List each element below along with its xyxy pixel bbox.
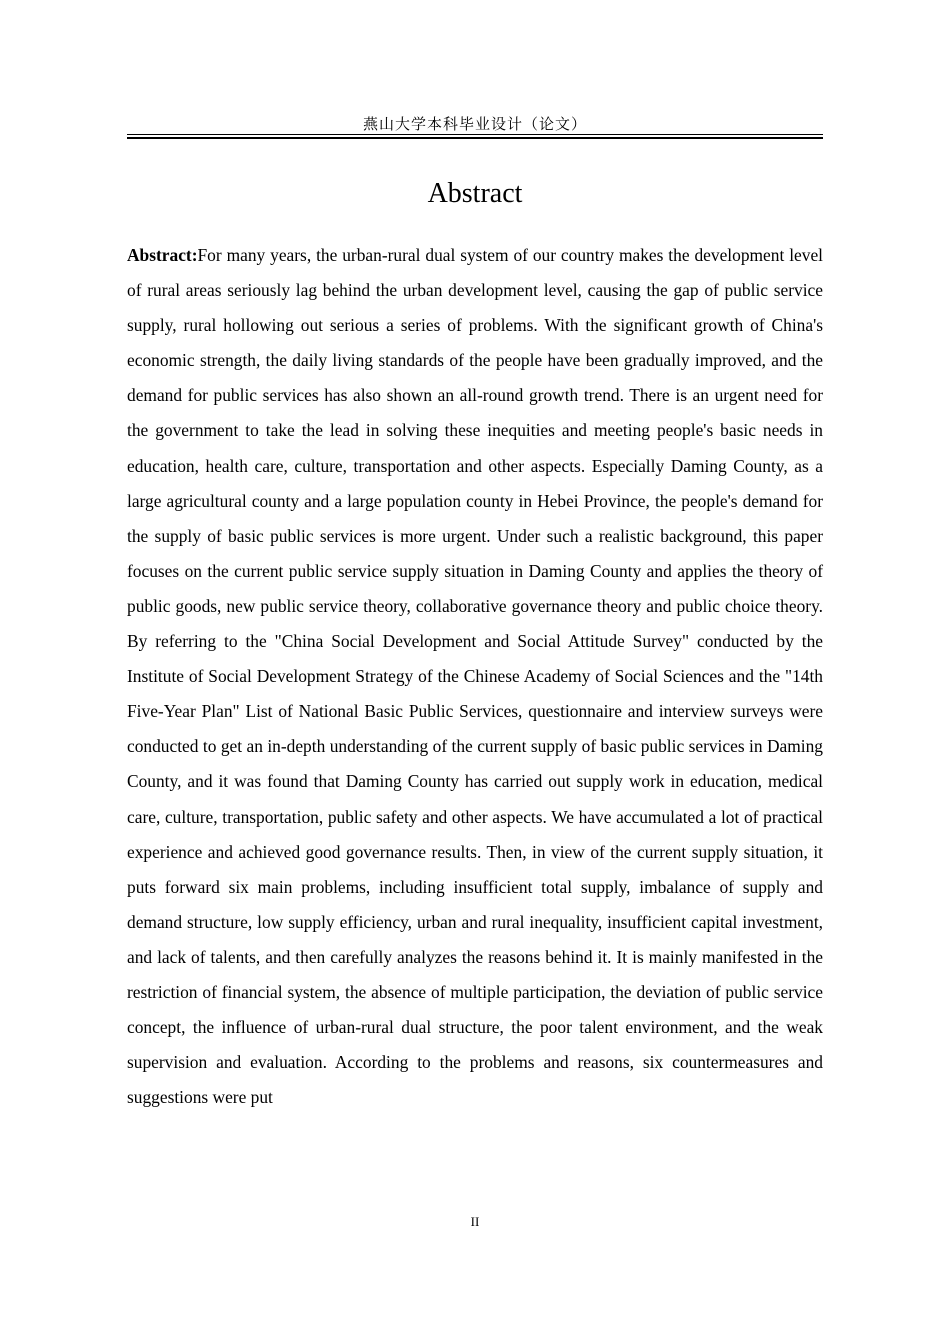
page-number: II	[470, 1214, 480, 1229]
header-rule-thin	[127, 134, 823, 135]
abstract-label: Abstract:	[127, 245, 198, 265]
abstract-paragraph	[127, 238, 823, 1115]
header-rule-thick	[127, 137, 823, 139]
abstract-text: For many years, the urban-rural dual system of our country makes the development level of rural areas seriously lag behind the urban development level, causing the gap of public service supply, rural hollowing out serious a series of problems. With the significant growth of China's economic strength, the daily living standards of the people have been gradually improved, and the demand for public services has also shown an all-round growth trend. There is an urgent need for the government to take the lead in solving these inequities and meeting people's basic needs in education, health care, culture, transportation and other aspects. Especially Daming County, as a large agricultural county and a large population county in Hebei Province, the people's demand for the supply of basic public services is more urgent. Under such a realistic background, this paper focuses on the current public service supply situation in Daming County and applies the theory of public goods, new public service theory, collaborative governance theory and public choice theory. By referring to the "China Social Development and Social Attitude Survey" conducted by the Institute of Social Development Strategy of the Chinese Academy of Social Sciences and the "14th Five-Year Plan" List of National Basic Public Services, questionnaire and interview surveys were conducted to get an in-depth understanding of the current supply of basic public services in Daming County, and it was found that Daming County has carried out supply work in education, medical care, culture, transportation, public safety and other aspects. We have accumulated a lot of practical experience and achieved good governance results. Then, in view of the current supply situation, it puts forward six main problems, including insufficient total supply, imbalance of supply and demand structure, low supply efficiency, urban and rural inequality, insufficient capital investment, and lack of talents, and then carefully analyzes the reasons behind it. It is mainly manifested in the restriction of financial system, the absence of multiple participation, the deviation of public service concept, the influence of urban-rural dual structure, the poor talent environment, and the weak supervision and evaluation. According to the problems and reasons, six countermeasures and suggestions were put	[127, 245, 823, 1108]
abstract-title: Abstract	[427, 178, 523, 209]
running-header: 燕山大学本科毕业设计（论文）	[362, 115, 587, 133]
